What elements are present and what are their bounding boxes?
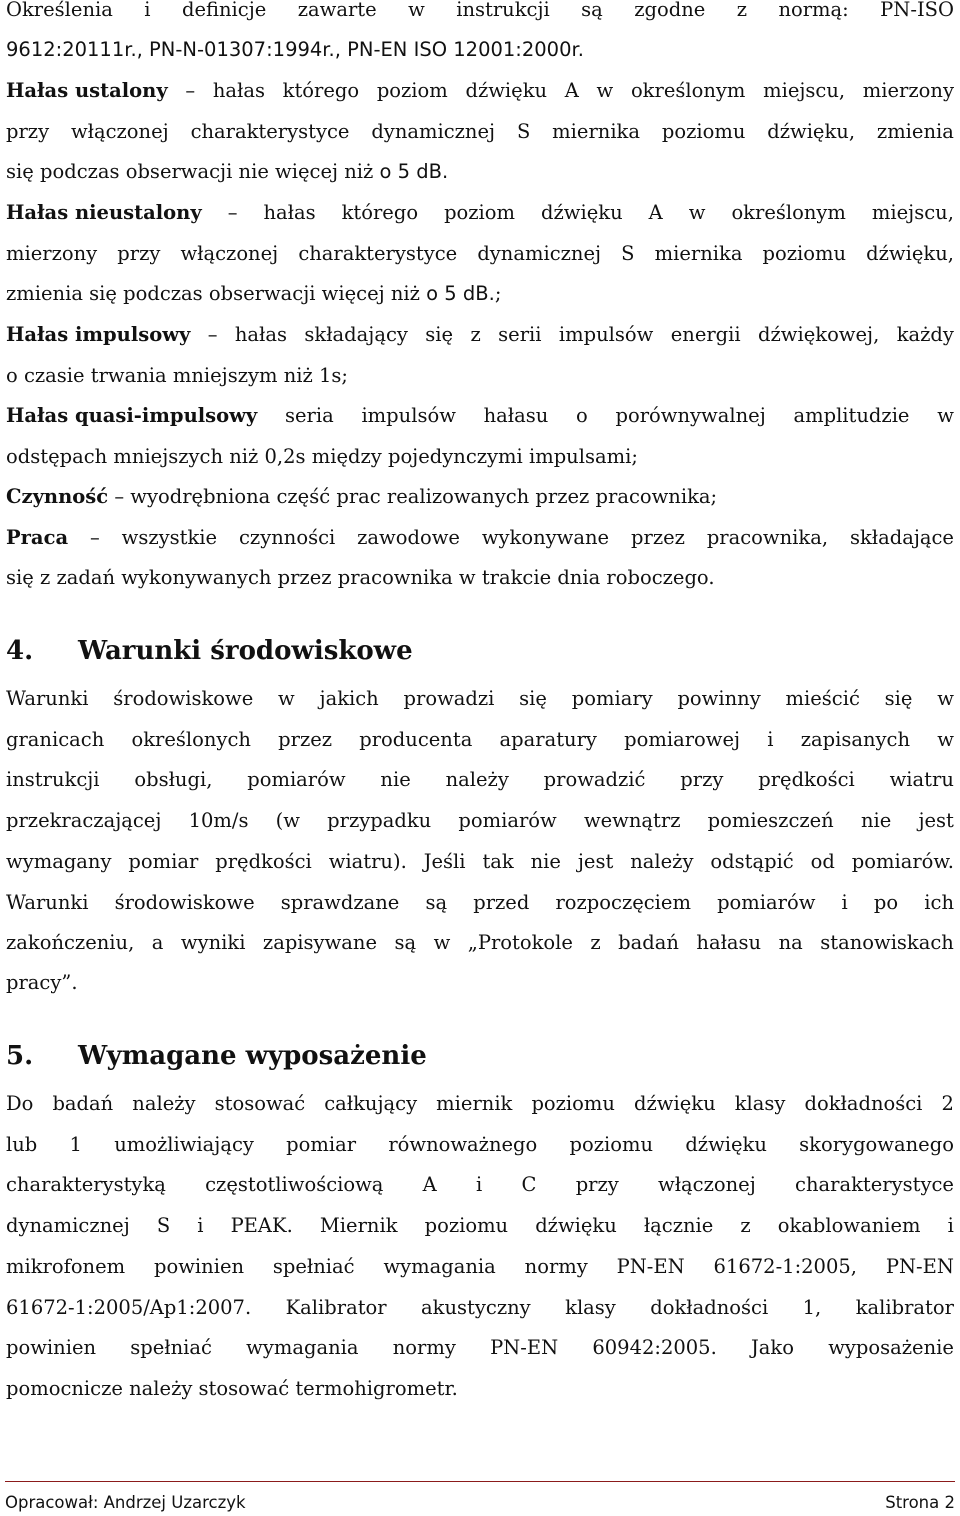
word: na <box>778 931 803 955</box>
word: wszystkie <box>121 526 218 549</box>
word: 10m/s <box>188 809 249 833</box>
word: badań <box>52 1092 114 1115</box>
word: 1, <box>802 1295 822 1319</box>
word: z <box>740 1214 751 1238</box>
word: się <box>425 323 454 346</box>
word: dźwięku <box>465 79 548 102</box>
word: 60942:2005. <box>592 1336 717 1360</box>
section-4-last-line: pracy”. <box>6 971 78 994</box>
word: w <box>408 0 425 21</box>
def-czynnosc: Czynność – wyodrębniona część prac realizowanych przez pracownika; <box>6 485 718 508</box>
word: dźwięku, <box>767 120 856 143</box>
word: częstotliwościową <box>205 1173 384 1197</box>
body-line <box>6 765 954 795</box>
word: spełniać <box>272 1254 355 1278</box>
def-halas-nieustalony-line-3: zmienia się podczas obserwacji więcej niż o 5 dB.; <box>6 282 502 305</box>
word: miernika <box>552 120 640 143</box>
word: należy <box>630 849 694 873</box>
word: porównywalnej <box>615 404 766 427</box>
word: stosować <box>214 1092 306 1115</box>
word: łącznie <box>643 1214 714 1238</box>
word: Określenia <box>6 0 113 21</box>
word: charakterystyce <box>190 120 350 143</box>
word: z <box>590 931 601 955</box>
word: w <box>433 931 451 955</box>
word: należy <box>132 1092 196 1115</box>
word: hałas <box>212 79 265 102</box>
word: mikrofonem <box>6 1254 126 1278</box>
body-line <box>6 684 954 714</box>
word: charakterystyce <box>795 1173 954 1197</box>
word: impulsów <box>361 404 456 427</box>
section-5-title: Wymagane wyposażenie <box>78 1041 427 1071</box>
word: PN-EN <box>616 1254 685 1278</box>
word: wyposażenie <box>828 1336 954 1360</box>
word: charakterystyką <box>6 1173 166 1197</box>
word: odstąpić <box>710 849 794 873</box>
word: powinien <box>154 1254 245 1278</box>
word: miernika <box>654 242 743 265</box>
word: poziomu <box>661 120 746 143</box>
word: przy <box>117 242 161 265</box>
word: dokładności <box>650 1295 769 1319</box>
word: normą: <box>778 0 849 21</box>
word: powinny <box>677 687 761 710</box>
word: – <box>90 526 100 549</box>
word: pomiary <box>571 687 653 710</box>
def-halas-impulsowy-line-1 <box>6 320 954 350</box>
word: określonych <box>131 727 251 751</box>
word: z <box>470 323 481 346</box>
def-halas-ustalony-line-1 <box>6 76 954 106</box>
section-4-number: 4. <box>6 636 34 666</box>
word: w <box>596 79 614 102</box>
word: i <box>767 727 774 751</box>
word: definicje <box>181 0 267 21</box>
word: spełniać <box>130 1336 212 1360</box>
word: się <box>884 687 913 710</box>
word: przez <box>631 526 685 549</box>
word: włączonej <box>180 242 279 265</box>
word: Do <box>6 1092 34 1115</box>
word: dokładności <box>804 1092 923 1115</box>
word: dźwięku <box>541 201 623 224</box>
intro-line-2 <box>6 35 954 65</box>
term-halas-impulsowy: Hałas impulsowy <box>6 323 191 346</box>
word: określonym <box>630 79 746 102</box>
word: składające <box>849 526 954 549</box>
word: powinien <box>6 1336 97 1360</box>
footer-author: Opracował: Andrzej Uzarczyk <box>5 1493 246 1512</box>
word: 1 <box>69 1132 82 1156</box>
word: w <box>278 687 295 710</box>
intro-line-1 <box>6 0 954 25</box>
word: o <box>576 404 588 427</box>
word: instrukcji <box>6 768 100 792</box>
word: prędkości <box>215 849 312 873</box>
word: poziomu <box>424 1214 509 1238</box>
word: w <box>937 687 954 710</box>
word: pomiarów. <box>851 849 954 873</box>
word: aparatury <box>499 727 597 751</box>
word: którego <box>341 201 419 224</box>
word: umożliwiający <box>114 1132 254 1156</box>
word: 61672-1:2005, <box>713 1254 857 1278</box>
word: – <box>185 79 196 102</box>
word: klasy <box>565 1295 616 1319</box>
def-halas-ustalony-line-3: się podczas obserwacji nie więcej niż o 5 dB. <box>6 160 449 183</box>
word: w <box>688 201 706 224</box>
word: przez <box>278 727 333 751</box>
word: zapisywane <box>262 931 377 955</box>
word: wymagania <box>383 1254 496 1278</box>
word: charakterystyce <box>298 242 458 265</box>
word: PN-EN <box>490 1336 559 1360</box>
word: Jako <box>750 1336 794 1360</box>
word: PN-EN <box>885 1254 954 1278</box>
word: i <box>476 1173 483 1197</box>
word: zapisanych <box>800 727 911 751</box>
body-line <box>6 1170 954 1200</box>
word: dźwięku <box>685 1132 767 1156</box>
word: w <box>937 727 954 751</box>
word: nie <box>530 849 561 873</box>
word: PN-ISO <box>880 0 954 21</box>
term-czynnosc: Czynność <box>6 485 109 508</box>
body-line <box>6 888 954 918</box>
word: i <box>841 890 848 914</box>
word: mierzony <box>6 242 98 265</box>
word: mieścić <box>785 687 860 710</box>
word: wewnątrz <box>583 809 681 833</box>
word: poziom <box>444 201 516 224</box>
section-5-last-line: pomocnicze należy stosować termohigrometr. <box>6 1377 458 1400</box>
word: miernik <box>436 1092 513 1115</box>
word: amplitudzie <box>793 404 910 427</box>
word: składający <box>304 323 408 346</box>
word: Warunki <box>6 890 89 914</box>
word: pomiarów <box>717 890 816 914</box>
word: normy <box>524 1254 588 1278</box>
word: okablowaniem <box>777 1214 921 1238</box>
word: przekraczającej <box>6 809 162 833</box>
word: hałasu <box>483 404 549 427</box>
word: pomieszczeń <box>707 809 834 833</box>
word: sprawdzane <box>280 890 400 914</box>
word: normy <box>392 1336 456 1360</box>
word: tak <box>482 849 514 873</box>
word: zawodowe <box>357 526 460 549</box>
word: – <box>207 323 218 346</box>
word: w <box>937 404 954 427</box>
word: prowadzić <box>543 768 646 792</box>
term-halas-quasi-impulsowy: Hałas quasi-impulsowy <box>6 404 258 427</box>
word: środowiskowe <box>113 687 254 710</box>
def-halas-quasi-line-1 <box>6 401 954 431</box>
word: i <box>947 1214 954 1238</box>
body-line <box>6 1293 954 1323</box>
word: od <box>810 849 835 873</box>
body-line <box>6 1333 954 1363</box>
word: miejscu, <box>871 201 954 224</box>
word: poziomu <box>531 1092 615 1115</box>
word: pomiarów <box>247 768 346 792</box>
word: impulsów <box>558 323 654 346</box>
word: klasy <box>734 1092 786 1115</box>
word: przypadku <box>327 809 432 833</box>
word: wymagania <box>246 1336 359 1360</box>
word: jakich <box>319 687 379 710</box>
word: wyniki <box>180 931 246 955</box>
word: którego <box>282 79 360 102</box>
word: prędkości <box>758 768 855 792</box>
word: zakończeniu, <box>6 931 135 955</box>
word: lub <box>6 1132 38 1156</box>
word: poziom <box>376 79 448 102</box>
word: poziomu <box>762 242 847 265</box>
word: jest <box>918 809 954 833</box>
word: są <box>394 931 417 955</box>
word: dynamicznej <box>6 1214 130 1238</box>
def-halas-nieustalony-line-2 <box>6 239 954 269</box>
body-line <box>6 1211 954 1241</box>
word: dynamicznej <box>477 242 602 265</box>
def-halas-ustalony-line-2 <box>6 117 954 147</box>
word: serii <box>498 323 542 346</box>
word: przy <box>6 120 50 143</box>
def-praca-line-2: się z zadań wykonywanych przez pracownika w trakcie dnia roboczego. <box>6 566 715 589</box>
word: dynamicznej <box>371 120 496 143</box>
word: się <box>519 687 547 710</box>
word: stanowiskach <box>820 931 954 955</box>
word: jest <box>577 849 614 873</box>
word: – <box>227 201 238 224</box>
section-5-number: 5. <box>6 1041 34 1071</box>
word: C <box>521 1173 537 1197</box>
word: S <box>516 120 531 143</box>
term-praca: Praca <box>6 526 69 549</box>
body-line <box>6 1252 954 1282</box>
word: pomiarów <box>458 809 557 833</box>
word: z <box>736 0 748 21</box>
footer-rule <box>5 1481 955 1482</box>
word: wykonywane <box>481 526 610 549</box>
def-halas-nieustalony-line-1 <box>6 198 954 228</box>
word: dźwięku <box>634 1092 716 1115</box>
word: należy <box>445 768 509 792</box>
word: poziomu <box>569 1132 654 1156</box>
word: S <box>156 1214 171 1238</box>
word: wiatru). <box>328 849 407 873</box>
def-halas-quasi-line-2: odstępach mniejszych niż 0,2s między pojedynczymi impulsami; <box>6 445 638 468</box>
word: granicach <box>6 727 105 751</box>
word: pomiarowej <box>624 727 741 751</box>
word: czynności <box>239 526 336 549</box>
body-line <box>6 725 954 755</box>
word: hałas <box>263 201 316 224</box>
word: po <box>873 890 899 914</box>
word: A <box>648 201 663 224</box>
section-5-heading <box>6 1036 427 1076</box>
word: „Protokole <box>467 931 573 955</box>
word: 2 <box>941 1092 954 1115</box>
def-halas-impulsowy-line-2: o czasie trwania mniejszym niż 1s; <box>6 364 348 387</box>
word: producenta <box>359 727 473 751</box>
word: hałasu <box>696 931 762 955</box>
word: pomiar <box>286 1132 357 1156</box>
word: 61672-1:2005/Ap1:2007. <box>6 1295 252 1319</box>
word: S <box>621 242 635 265</box>
word: dźwięku, <box>866 242 954 265</box>
word: mierzony <box>862 79 954 102</box>
body-line <box>6 928 954 958</box>
word: akustyczny <box>421 1295 531 1319</box>
body-line <box>6 1089 954 1119</box>
word: PEAK. <box>230 1214 293 1238</box>
section-4-title: Warunki środowiskowe <box>78 636 413 666</box>
word: obsługi, <box>134 768 213 792</box>
word: są <box>425 890 448 914</box>
word: nie <box>380 768 411 792</box>
word: ich <box>924 890 954 914</box>
word: równoważnego <box>388 1132 538 1156</box>
word: kalibrator <box>855 1295 954 1319</box>
word: każdy <box>896 323 954 346</box>
word: Jeśli <box>423 849 466 873</box>
word: są <box>581 0 603 21</box>
word: pracownika, <box>706 526 829 549</box>
word: badań <box>618 931 679 955</box>
word: wymagany <box>6 849 112 873</box>
word: włączonej <box>70 120 169 143</box>
word: całkujący <box>324 1092 418 1115</box>
word: dźwiękowej, <box>758 323 880 346</box>
word: pomiar <box>128 849 199 873</box>
body-line <box>6 847 954 877</box>
intro-standards: 9612:20111r., PN-N-01307:1994r., PN-EN ISO 12001:2000r. <box>6 38 584 61</box>
word: A <box>422 1173 437 1197</box>
word: Kalibrator <box>285 1295 387 1319</box>
word: włączonej <box>658 1173 756 1197</box>
word: i <box>197 1214 204 1238</box>
word: zgodne <box>634 0 706 21</box>
word: seria <box>284 404 334 427</box>
word: A <box>564 79 579 102</box>
word: środowiskowe <box>114 890 255 914</box>
word: przed <box>473 890 530 914</box>
word: przy <box>680 768 724 792</box>
section-4-heading <box>6 631 413 671</box>
word: określonym <box>731 201 846 224</box>
word: skorygowanego <box>799 1132 954 1156</box>
word: energii <box>670 323 741 346</box>
word: nie <box>860 809 892 833</box>
word: a <box>151 931 164 955</box>
word: (w <box>275 809 300 833</box>
word: zawarte <box>297 0 377 21</box>
word: prowadzi <box>403 687 495 710</box>
page-footer <box>5 1490 955 1516</box>
term-halas-ustalony: Hałas ustalony <box>6 79 168 102</box>
word: instrukcji <box>456 0 550 21</box>
word: dźwięku <box>535 1214 617 1238</box>
word: rozpoczęciem <box>555 890 691 914</box>
word: przy <box>575 1173 619 1197</box>
def-praca-line-1 <box>6 523 954 553</box>
body-line <box>6 1130 954 1160</box>
word: Warunki <box>6 687 89 710</box>
footer-page-number: Strona 2 <box>885 1493 955 1512</box>
word: wiatru <box>889 768 954 792</box>
word: zmienia <box>876 120 954 143</box>
body-line <box>6 806 954 836</box>
word: i <box>144 0 151 21</box>
word: Miernik <box>319 1214 398 1238</box>
word: hałas <box>234 323 287 346</box>
term-halas-nieustalony: Hałas nieustalony <box>6 201 202 224</box>
word: miejscu, <box>763 79 846 102</box>
